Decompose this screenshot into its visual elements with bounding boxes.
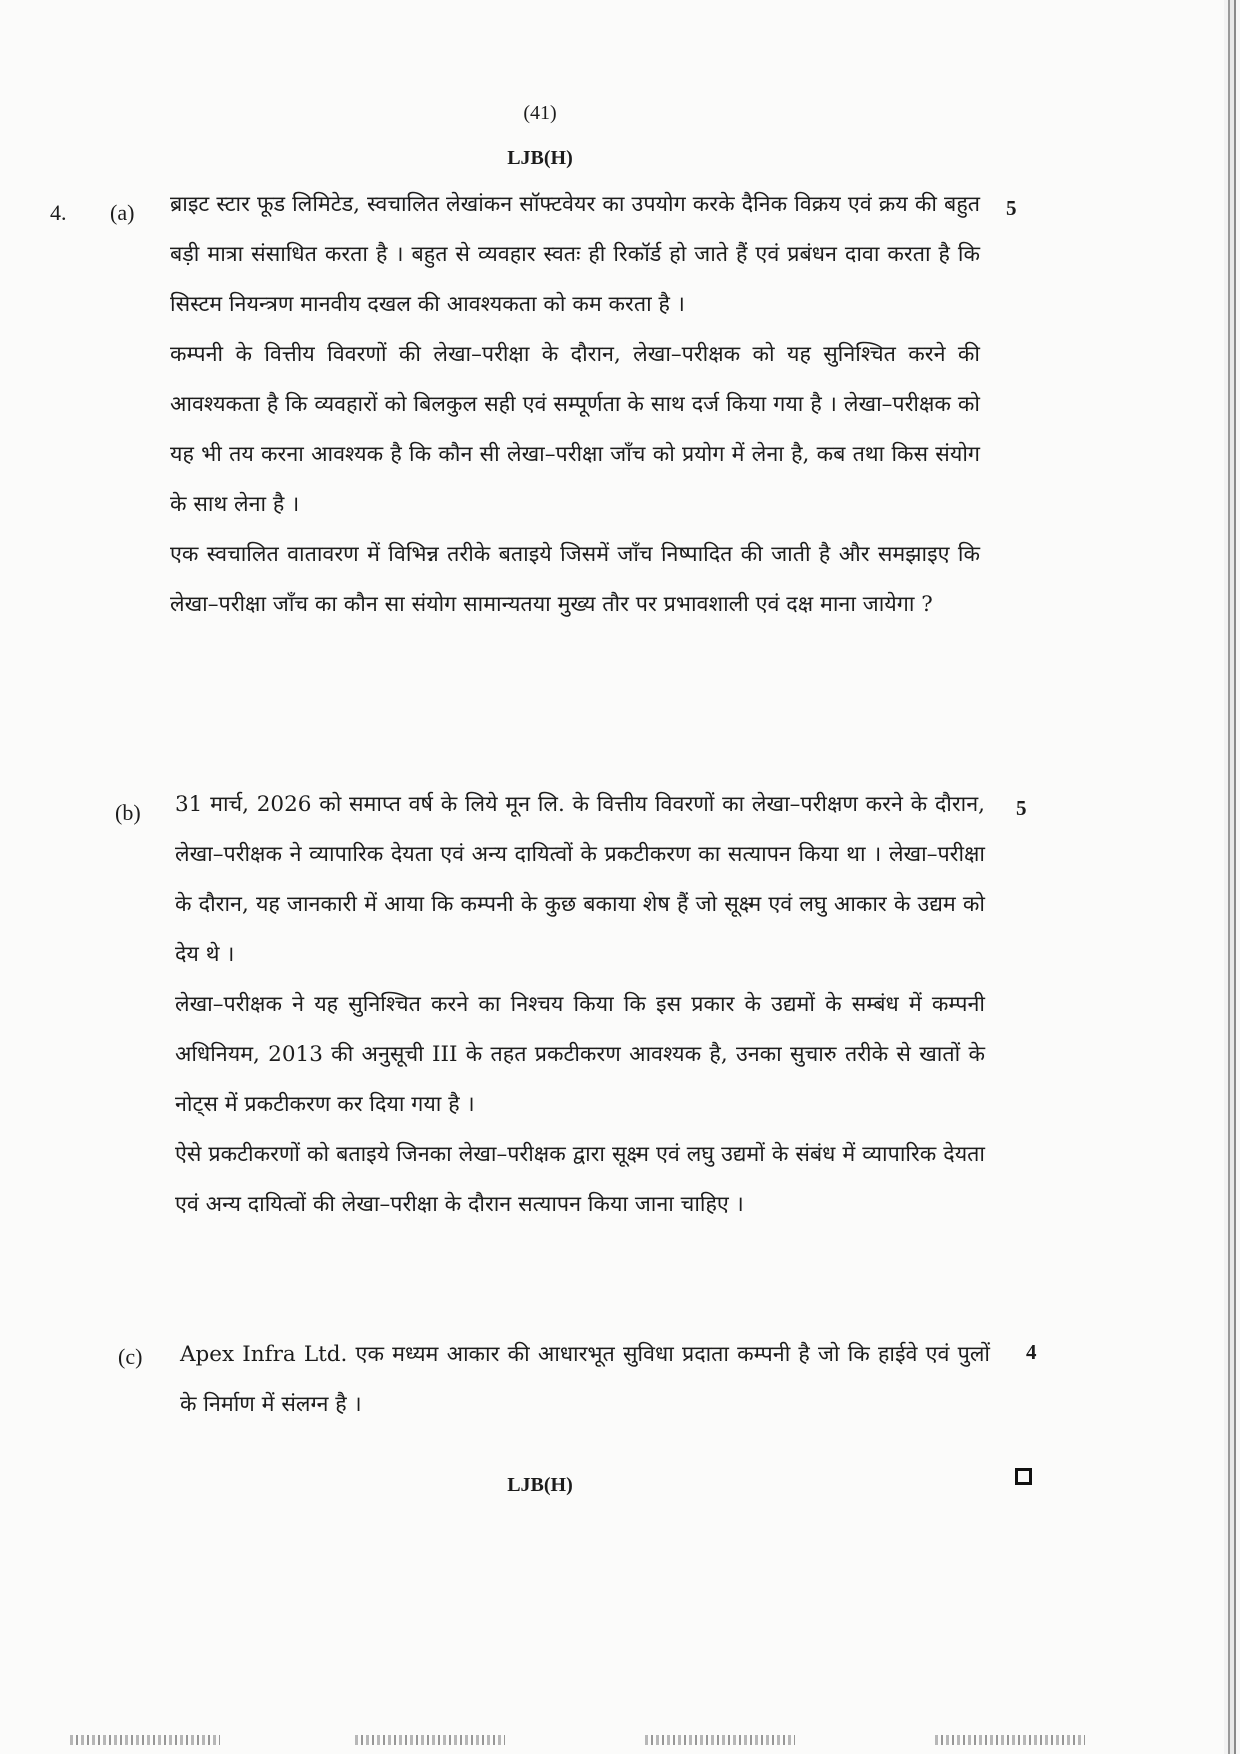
page-edge (1224, 0, 1240, 1754)
part-b-paragraph: ऐसे प्रकटीकरणों को बताइये जिनका लेखा–परीक्षक द्वारा सूक्ष्म एवं लघु उद्यमों के संबंध में व्यापारिक देयता एवं अन्य दायित्वों की लेखा–परीक्षा के दौरान सत्यापन किया जाना चाहिए । (175, 1142, 985, 1217)
scan-artifact (935, 1735, 1085, 1745)
scan-artifact (355, 1735, 505, 1745)
paper-code-header: LJB(H) (507, 147, 573, 169)
part-b-marks: 5 (1016, 796, 1027, 820)
question-number: 4. (50, 200, 67, 225)
part-a-paragraph: एक स्वचालित वातावरण में विभिन्न तरीके बताइये जिसमें जाँच निष्पादित की जाती है और समझाइए कि लेखा–परीक्षा जाँच का कौन सा संयोग सामान्यतया मुख्य तौर पर प्रभावशाली एवं दक्ष माना जायेगा ? (170, 542, 980, 617)
part-b-label: (b) (115, 800, 141, 825)
part-c-marks: 4 (1026, 1340, 1037, 1364)
scan-artifact (645, 1735, 795, 1745)
scan-artifact (70, 1735, 220, 1745)
part-a-paragraph: ब्राइट स्टार फूड लिमिटेड, स्वचालित लेखांकन सॉफ्टवेयर का उपयोग करके दैनिक विक्रय एवं क्रय की बहुत बड़ी मात्रा संसाधित करता है । बहुत से व्यवहार स्वतः ही रिकॉर्ड हो जाते हैं एवं प्रबंधन दावा करता है कि सिस्टम नियन्त्रण मानवीय दखल की आवश्यकता को कम करता है । (170, 192, 980, 317)
part-c-paragraph: Apex Infra Ltd. एक मध्यम आकार की आधारभूत सुविधा प्रदाता कम्पनी है जो कि हाईवे एवं पुलों के निर्माण में संलग्न है । (180, 1342, 990, 1417)
part-a-label: (a) (110, 200, 135, 225)
paper-code-footer: LJB(H) (507, 1474, 573, 1496)
part-a-marks: 5 (1006, 196, 1017, 220)
page-number: (41) (523, 102, 557, 124)
part-c-label: (c) (118, 1344, 143, 1369)
part-b-paragraph: 31 मार्च, 2026 को समाप्त वर्ष के लिये मून लि. के वित्तीय विवरणों का लेखा–परीक्षण करने के दौरान, लेखा–परीक्षक ने व्यापारिक देयता एवं अन्य दायित्वों के प्रकटीकरण का सत्यापन किया था । लेखा–परीक्षा के दौरान, यह जानकारी में आया कि कम्पनी के कुछ बकाया शेष हैं जो सूक्ष्म एवं लघु आकार के उद्यम को देय थे । (175, 792, 985, 967)
part-b-paragraph: लेखा–परीक्षक ने यह सुनिश्चित करने का निश्चय किया कि इस प्रकार के उद्यमों के सम्बंध में कम्पनी अधिनियम, 2013 की अनुसूची III के तहत प्रकटीकरण आवश्यक है, उनका सुचारु तरीके से खातों के नोट्स में प्रकटीकरण कर दिया गया है । (175, 992, 985, 1117)
part-a-paragraph: कम्पनी के वित्तीय विवरणों की लेखा–परीक्षा के दौरान, लेखा–परीक्षक को यह सुनिश्चित करने की आवश्यकता है कि व्यवहारों को बिलकुल सही एवं सम्पूर्णता के साथ दर्ज किया गया है । लेखा–परीक्षक को यह भी तय करना आवश्यक है कि कौन सी लेखा–परीक्षा जाँच को प्रयोग में लेना है, कब तथा किस संयोग के साथ लेना है । (170, 342, 980, 517)
part-a-text (170, 180, 980, 630)
square-icon (1015, 1468, 1032, 1485)
part-b-text (175, 780, 985, 1230)
part-c-text (180, 1330, 990, 1430)
